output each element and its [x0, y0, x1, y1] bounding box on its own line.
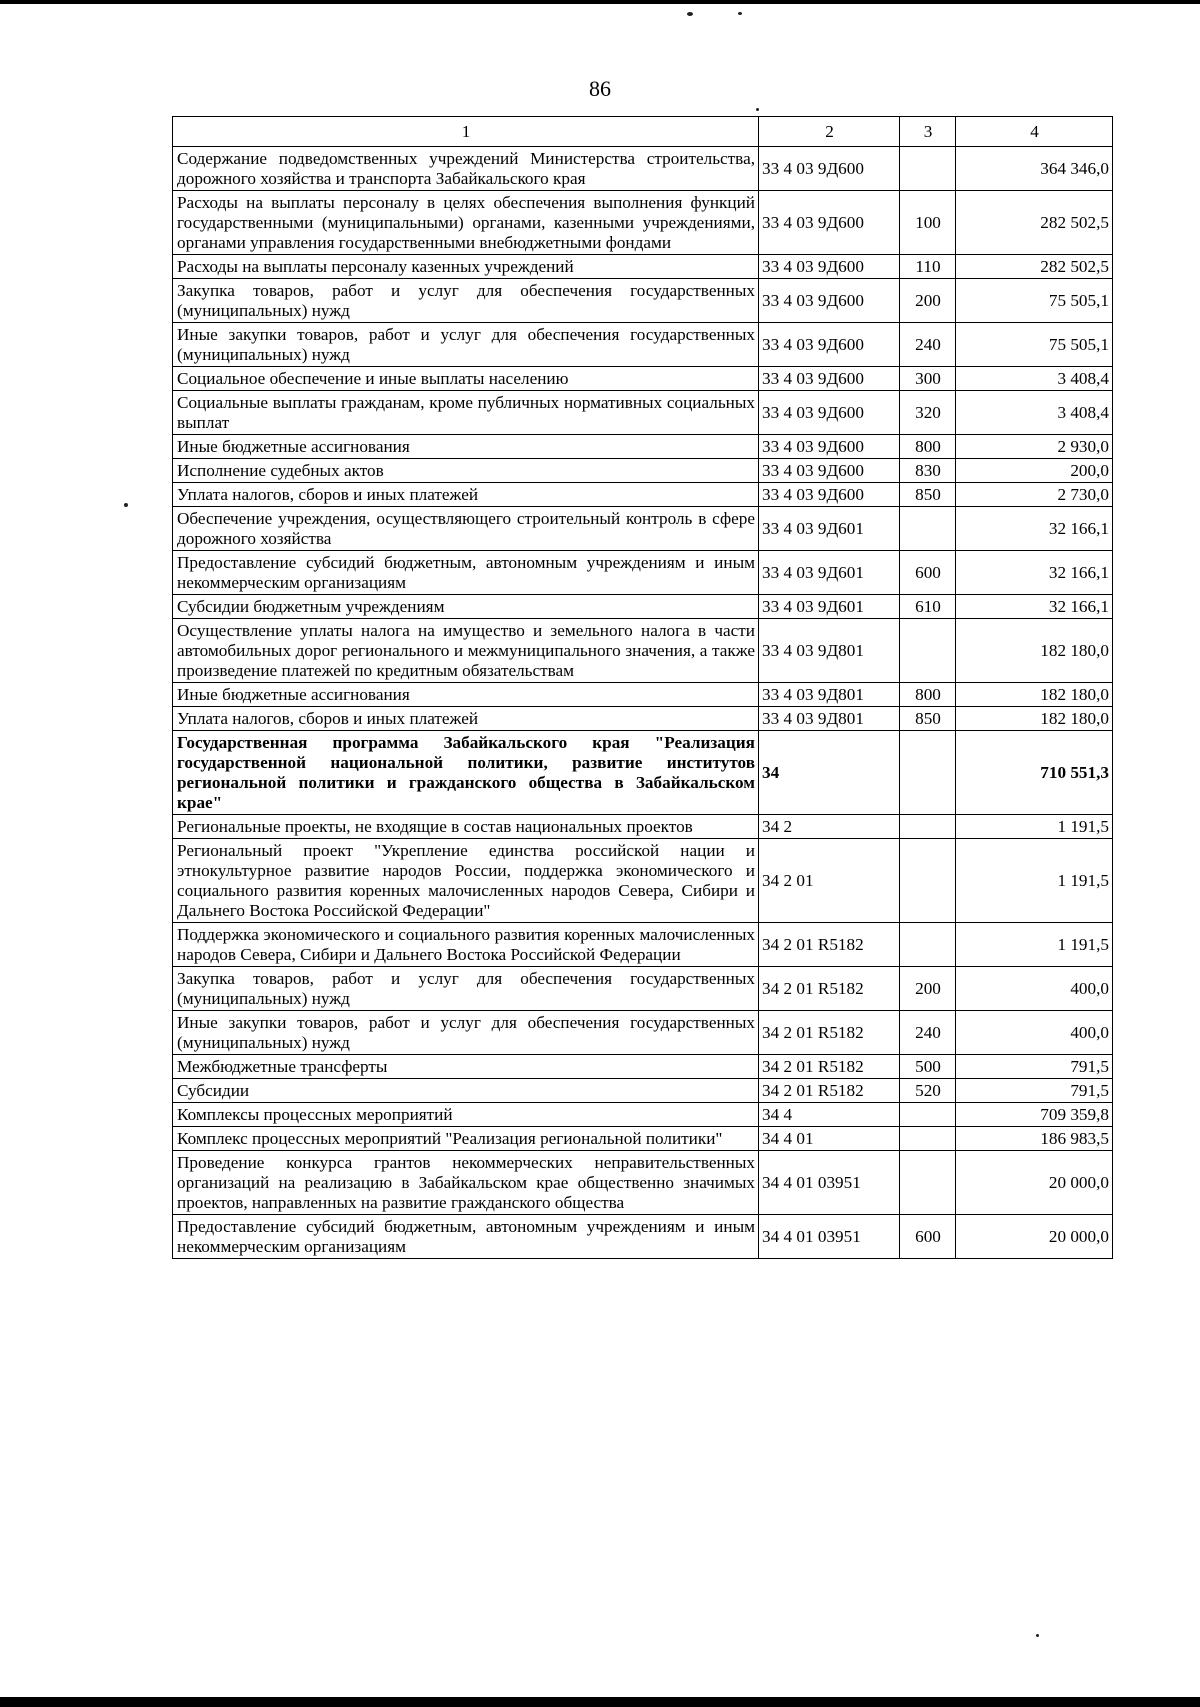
row-expense-type-cell: 610 [900, 595, 956, 619]
row-amount-cell: 182 180,0 [956, 683, 1113, 707]
header-cell-1: 1 [173, 117, 759, 147]
row-code-cell: 33 4 03 9Д600 [759, 391, 900, 435]
row-amount-cell: 1 191,5 [956, 923, 1113, 967]
row-amount-cell: 2 730,0 [956, 483, 1113, 507]
row-amount-cell: 32 166,1 [956, 595, 1113, 619]
table-row [173, 923, 1113, 967]
row-code-cell: 33 4 03 9Д600 [759, 147, 900, 191]
table-row [173, 707, 1113, 731]
row-name-cell: Комплексы процессных мероприятий [173, 1103, 759, 1127]
table-row [173, 551, 1113, 595]
table-row [173, 595, 1113, 619]
row-name-cell: Иные закупки товаров, работ и услуг для обеспечения государственных (муниципальных) нужд [173, 323, 759, 367]
table-row [173, 1079, 1113, 1103]
row-amount-cell: 20 000,0 [956, 1215, 1113, 1259]
row-name-cell: Предоставление субсидий бюджетным, автономным учреждениям и иным некоммерческим организациям [173, 551, 759, 595]
row-amount-cell: 791,5 [956, 1079, 1113, 1103]
table-row [173, 459, 1113, 483]
row-name-cell: Предоставление субсидий бюджетным, автономным учреждениям и иным некоммерческим организациям [173, 1215, 759, 1259]
table-row [173, 1055, 1113, 1079]
row-name-cell: Проведение конкурса грантов некоммерческих неправительственных организаций на реализацию в Забайкальском крае общественно значимых проектов, направленных на развитие гражданского общества [173, 1151, 759, 1215]
row-name-cell: Социальные выплаты гражданам, кроме публичных нормативных социальных выплат [173, 391, 759, 435]
row-code-cell: 34 [759, 731, 900, 815]
row-expense-type-cell: 800 [900, 435, 956, 459]
row-amount-cell: 282 502,5 [956, 255, 1113, 279]
table-row [173, 1151, 1113, 1215]
row-code-cell: 34 2 01 R5182 [759, 1055, 900, 1079]
row-name-cell: Государственная программа Забайкальского края "Реализация государственной национальной политики, развитие институтов региональной политики и гражданского общества в Забайкальском крае" [173, 731, 759, 815]
row-code-cell: 33 4 03 9Д600 [759, 367, 900, 391]
row-expense-type-cell: 600 [900, 551, 956, 595]
row-expense-type-cell: 850 [900, 483, 956, 507]
row-code-cell: 33 4 03 9Д600 [759, 483, 900, 507]
row-code-cell: 34 4 [759, 1103, 900, 1127]
row-code-cell: 34 4 01 03951 [759, 1151, 900, 1215]
table-row [173, 1127, 1113, 1151]
row-name-cell: Субсидии [173, 1079, 759, 1103]
row-expense-type-cell [900, 815, 956, 839]
row-name-cell: Региональные проекты, не входящие в состав национальных проектов [173, 815, 759, 839]
row-code-cell: 33 4 03 9Д801 [759, 707, 900, 731]
table-row [173, 367, 1113, 391]
row-amount-cell: 709 359,8 [956, 1103, 1113, 1127]
row-name-cell: Уплата налогов, сборов и иных платежей [173, 707, 759, 731]
header-cell-2: 2 [759, 117, 900, 147]
row-name-cell: Межбюджетные трансферты [173, 1055, 759, 1079]
row-expense-type-cell: 320 [900, 391, 956, 435]
row-amount-cell: 3 408,4 [956, 367, 1113, 391]
header-row [173, 117, 1113, 147]
row-amount-cell: 400,0 [956, 1011, 1113, 1055]
row-expense-type-cell [900, 1127, 956, 1151]
row-expense-type-cell [900, 507, 956, 551]
table-row [173, 619, 1113, 683]
row-amount-cell: 200,0 [956, 459, 1113, 483]
row-code-cell: 33 4 03 9Д601 [759, 551, 900, 595]
row-amount-cell: 186 983,5 [956, 1127, 1113, 1151]
row-code-cell: 33 4 03 9Д600 [759, 459, 900, 483]
table-row [173, 147, 1113, 191]
scan-speck [124, 503, 128, 507]
row-name-cell: Комплекс процессных мероприятий "Реализация региональной политики" [173, 1127, 759, 1151]
table-row [173, 731, 1113, 815]
row-name-cell: Уплата налогов, сборов и иных платежей [173, 483, 759, 507]
row-name-cell: Осуществление уплаты налога на имущество и земельного налога в части автомобильных дорог регионального и межмуниципального значения, а также произведение платежей по кредитным обязательствам [173, 619, 759, 683]
row-expense-type-cell [900, 619, 956, 683]
table-row [173, 815, 1113, 839]
row-name-cell: Исполнение судебных актов [173, 459, 759, 483]
table-row [173, 435, 1113, 459]
row-expense-type-cell [900, 147, 956, 191]
row-code-cell: 34 2 [759, 815, 900, 839]
row-amount-cell: 32 166,1 [956, 551, 1113, 595]
row-code-cell: 33 4 03 9Д600 [759, 191, 900, 255]
table-row [173, 191, 1113, 255]
table-row [173, 323, 1113, 367]
row-expense-type-cell: 110 [900, 255, 956, 279]
row-amount-cell: 75 505,1 [956, 279, 1113, 323]
scan-border-top [0, 0, 1200, 4]
row-amount-cell: 1 191,5 [956, 839, 1113, 923]
row-code-cell: 33 4 03 9Д600 [759, 255, 900, 279]
row-amount-cell: 710 551,3 [956, 731, 1113, 815]
page-number: 86 [589, 76, 611, 101]
row-expense-type-cell [900, 1151, 956, 1215]
row-name-cell: Закупка товаров, работ и услуг для обеспечения государственных (муниципальных) нужд [173, 967, 759, 1011]
row-code-cell: 34 4 01 03951 [759, 1215, 900, 1259]
row-expense-type-cell: 100 [900, 191, 956, 255]
scan-speck [738, 12, 742, 15]
row-name-cell: Иные бюджетные ассигнования [173, 683, 759, 707]
row-code-cell: 33 4 03 9Д801 [759, 683, 900, 707]
row-code-cell: 33 4 03 9Д600 [759, 435, 900, 459]
row-amount-cell: 32 166,1 [956, 507, 1113, 551]
row-amount-cell: 364 346,0 [956, 147, 1113, 191]
table-row [173, 1011, 1113, 1055]
table-row [173, 1103, 1113, 1127]
row-expense-type-cell [900, 839, 956, 923]
table-row [173, 279, 1113, 323]
row-amount-cell: 182 180,0 [956, 619, 1113, 683]
header-cell-4: 4 [956, 117, 1113, 147]
budget-table [172, 116, 1113, 1259]
row-expense-type-cell: 200 [900, 967, 956, 1011]
row-code-cell: 33 4 03 9Д600 [759, 279, 900, 323]
row-name-cell: Содержание подведомственных учреждений Министерства строительства, дорожного хозяйства и транспорта Забайкальского края [173, 147, 759, 191]
table-row [173, 255, 1113, 279]
row-amount-cell: 1 191,5 [956, 815, 1113, 839]
row-expense-type-cell: 300 [900, 367, 956, 391]
scan-speck [1036, 1634, 1039, 1637]
row-code-cell: 33 4 03 9Д601 [759, 507, 900, 551]
row-expense-type-cell: 240 [900, 323, 956, 367]
row-expense-type-cell [900, 731, 956, 815]
row-expense-type-cell: 500 [900, 1055, 956, 1079]
row-name-cell: Обеспечение учреждения, осуществляющего строительный контроль в сфере дорожного хозяйства [173, 507, 759, 551]
row-code-cell: 34 2 01 R5182 [759, 967, 900, 1011]
scan-border-bottom [0, 1697, 1200, 1707]
row-name-cell: Иные закупки товаров, работ и услуг для обеспечения государственных (муниципальных) нужд [173, 1011, 759, 1055]
row-code-cell: 34 2 01 [759, 839, 900, 923]
table-row [173, 967, 1113, 1011]
scan-speck [756, 108, 759, 111]
row-amount-cell: 75 505,1 [956, 323, 1113, 367]
row-name-cell: Закупка товаров, работ и услуг для обеспечения государственных (муниципальных) нужд [173, 279, 759, 323]
header-cell-3: 3 [900, 117, 956, 147]
row-amount-cell: 282 502,5 [956, 191, 1113, 255]
row-name-cell: Региональный проект "Укрепление единства российской нации и этнокультурное развитие народов России, поддержка экономического и социального развития коренных малочисленных народов Севера, Сибири и Дальнего Востока Российской Федерации" [173, 839, 759, 923]
row-expense-type-cell: 200 [900, 279, 956, 323]
row-name-cell: Иные бюджетные ассигнования [173, 435, 759, 459]
row-expense-type-cell: 800 [900, 683, 956, 707]
row-expense-type-cell [900, 1103, 956, 1127]
row-amount-cell: 2 930,0 [956, 435, 1113, 459]
row-amount-cell: 791,5 [956, 1055, 1113, 1079]
table-row [173, 483, 1113, 507]
table-row [173, 839, 1113, 923]
row-expense-type-cell: 850 [900, 707, 956, 731]
row-expense-type-cell: 240 [900, 1011, 956, 1055]
row-code-cell: 33 4 03 9Д600 [759, 323, 900, 367]
row-expense-type-cell: 520 [900, 1079, 956, 1103]
row-amount-cell: 182 180,0 [956, 707, 1113, 731]
row-amount-cell: 3 408,4 [956, 391, 1113, 435]
scan-speck [687, 12, 693, 16]
table-row [173, 1215, 1113, 1259]
table-row [173, 683, 1113, 707]
row-name-cell: Расходы на выплаты персоналу казенных учреждений [173, 255, 759, 279]
row-name-cell: Поддержка экономического и социального развития коренных малочисленных народов Севера, Сибири и Дальнего Востока Российской Федерации [173, 923, 759, 967]
row-amount-cell: 400,0 [956, 967, 1113, 1011]
row-name-cell: Социальное обеспечение и иные выплаты населению [173, 367, 759, 391]
row-code-cell: 33 4 03 9Д601 [759, 595, 900, 619]
row-name-cell: Расходы на выплаты персоналу в целях обеспечения выполнения функций государственными (муниципальными) органами, казенными учреждениями, органами управления государственными внебюджетными фондами [173, 191, 759, 255]
row-expense-type-cell: 600 [900, 1215, 956, 1259]
row-code-cell: 34 4 01 [759, 1127, 900, 1151]
row-name-cell: Субсидии бюджетным учреждениям [173, 595, 759, 619]
row-amount-cell: 20 000,0 [956, 1151, 1113, 1215]
row-code-cell: 34 2 01 R5182 [759, 1079, 900, 1103]
row-expense-type-cell [900, 923, 956, 967]
table-row [173, 507, 1113, 551]
table-body [173, 147, 1113, 1259]
row-code-cell: 33 4 03 9Д801 [759, 619, 900, 683]
row-expense-type-cell: 830 [900, 459, 956, 483]
row-code-cell: 34 2 01 R5182 [759, 923, 900, 967]
row-code-cell: 34 2 01 R5182 [759, 1011, 900, 1055]
table-row [173, 391, 1113, 435]
